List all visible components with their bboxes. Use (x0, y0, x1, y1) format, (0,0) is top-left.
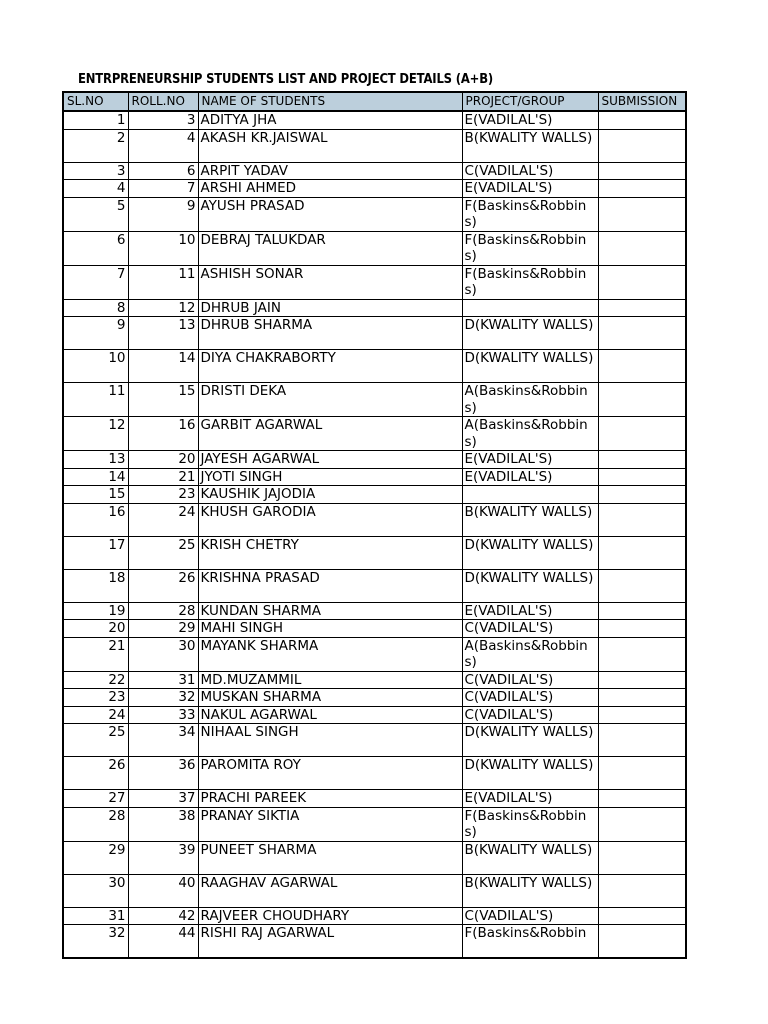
cell-submission[interactable] (598, 706, 686, 724)
table-row (63, 724, 686, 757)
cell-submission[interactable] (598, 620, 686, 638)
cell-submission[interactable] (598, 350, 686, 383)
cell-student-name[interactable]: JAYESH AGARWAL (198, 451, 462, 469)
table-row (63, 299, 686, 317)
cell-roll-no[interactable]: 40 (128, 874, 198, 907)
cell-sl-no[interactable]: 13 (63, 451, 128, 469)
cell-sl-no[interactable]: 28 (63, 807, 128, 841)
cell-roll-no[interactable]: 44 (128, 925, 198, 959)
table-row (63, 317, 686, 350)
cell-project-group[interactable]: F(Baskins&Robbin (462, 925, 598, 959)
cell-sl-no[interactable]: 32 (63, 925, 128, 959)
cell-submission[interactable] (598, 757, 686, 790)
cell-sl-no[interactable]: 14 (63, 468, 128, 486)
cell-sl-no[interactable]: 22 (63, 671, 128, 689)
cell-submission[interactable] (598, 197, 686, 231)
cell-student-name[interactable]: DHRUB SHARMA (198, 317, 462, 350)
cell-sl-no[interactable]: 7 (63, 265, 128, 299)
table-row (63, 925, 686, 959)
table-row (63, 162, 686, 180)
cell-submission[interactable] (598, 907, 686, 925)
cell-sl-no[interactable]: 27 (63, 790, 128, 808)
cell-roll-no[interactable]: 34 (128, 724, 198, 757)
cell-roll-no[interactable]: 11 (128, 265, 198, 299)
cell-project-group[interactable]: F(Baskins&Robbins) (462, 231, 598, 265)
cell-submission[interactable] (598, 602, 686, 620)
table-row (63, 197, 686, 231)
cell-sl-no[interactable]: 19 (63, 602, 128, 620)
cell-project-group[interactable]: E(VADILAL'S) (462, 468, 598, 486)
students-table (62, 91, 687, 959)
cell-sl-no[interactable]: 20 (63, 620, 128, 638)
cell-roll-no[interactable]: 12 (128, 299, 198, 317)
cell-sl-no[interactable]: 5 (63, 197, 128, 231)
cell-submission[interactable] (598, 317, 686, 350)
cell-student-name[interactable]: RISHI RAJ AGARWAL (198, 925, 462, 959)
cell-sl-no[interactable]: 21 (63, 637, 128, 671)
cell-sl-no[interactable]: 24 (63, 706, 128, 724)
table-header (63, 92, 686, 111)
cell-project-group[interactable]: C(VADILAL'S) (462, 162, 598, 180)
table-row (63, 689, 686, 707)
cell-sl-no[interactable]: 11 (63, 383, 128, 417)
cell-roll-no[interactable]: 36 (128, 757, 198, 790)
table-row (63, 417, 686, 451)
cell-project-group[interactable]: A(Baskins&Robbins) (462, 637, 598, 671)
cell-roll-no[interactable]: 3 (128, 111, 198, 129)
cell-student-name[interactable]: AKASH KR.JAISWAL (198, 129, 462, 162)
cell-roll-no[interactable]: 6 (128, 162, 198, 180)
table-row (63, 350, 686, 383)
cell-submission[interactable] (598, 925, 686, 959)
table-row (63, 874, 686, 907)
cell-submission[interactable] (598, 468, 686, 486)
table-row (63, 807, 686, 841)
cell-student-name[interactable]: ASHISH SONAR (198, 265, 462, 299)
cell-sl-no[interactable]: 9 (63, 317, 128, 350)
cell-project-group[interactable]: E(VADILAL'S) (462, 790, 598, 808)
header-name: NAME OF STUDENTS (198, 92, 462, 111)
cell-submission[interactable] (598, 671, 686, 689)
cell-student-name[interactable]: AYUSH PRASAD (198, 197, 462, 231)
cell-project-group[interactable]: D(KWALITY WALLS) (462, 350, 598, 383)
cell-submission[interactable] (598, 180, 686, 198)
cell-roll-no[interactable]: 26 (128, 569, 198, 602)
cell-roll-no[interactable]: 30 (128, 637, 198, 671)
cell-student-name[interactable]: PRACHI PAREEK (198, 790, 462, 808)
table-row (63, 265, 686, 299)
cell-student-name[interactable]: KRISH CHETRY (198, 536, 462, 569)
header-project-group: PROJECT/GROUP (462, 92, 598, 111)
cell-submission[interactable] (598, 569, 686, 602)
table-row (63, 637, 686, 671)
cell-student-name[interactable]: MAHI SINGH (198, 620, 462, 638)
cell-project-group[interactable]: E(VADILAL'S) (462, 111, 598, 129)
cell-student-name[interactable]: DEBRAJ TALUKDAR (198, 231, 462, 265)
cell-sl-no[interactable]: 26 (63, 757, 128, 790)
header-submission: SUBMISSION (598, 92, 686, 111)
cell-submission[interactable] (598, 299, 686, 317)
cell-student-name[interactable]: KAUSHIK JAJODIA (198, 486, 462, 504)
cell-student-name[interactable]: GARBIT AGARWAL (198, 417, 462, 451)
cell-student-name[interactable]: KRISHNA PRASAD (198, 569, 462, 602)
table-row (63, 129, 686, 162)
cell-roll-no[interactable]: 29 (128, 620, 198, 638)
header-roll-no: ROLL.NO (128, 92, 198, 111)
cell-roll-no[interactable]: 4 (128, 129, 198, 162)
table-row (63, 706, 686, 724)
cell-student-name[interactable]: MAYANK SHARMA (198, 637, 462, 671)
cell-sl-no[interactable]: 16 (63, 503, 128, 536)
cell-student-name[interactable]: JYOTI SINGH (198, 468, 462, 486)
cell-project-group[interactable]: E(VADILAL'S) (462, 602, 598, 620)
cell-roll-no[interactable]: 7 (128, 180, 198, 198)
cell-sl-no[interactable]: 15 (63, 486, 128, 504)
cell-submission[interactable] (598, 486, 686, 504)
cell-student-name[interactable]: PRANAY SIKTIA (198, 807, 462, 841)
table-body (63, 111, 686, 958)
cell-student-name[interactable]: RAJVEER CHOUDHARY (198, 907, 462, 925)
cell-roll-no[interactable]: 14 (128, 350, 198, 383)
cell-roll-no[interactable]: 33 (128, 706, 198, 724)
cell-project-group[interactable]: B(KWALITY WALLS) (462, 874, 598, 907)
cell-roll-no[interactable]: 9 (128, 197, 198, 231)
cell-submission[interactable] (598, 383, 686, 417)
table-row (63, 907, 686, 925)
cell-student-name[interactable]: RAAGHAV AGARWAL (198, 874, 462, 907)
table-row (63, 790, 686, 808)
cell-submission[interactable] (598, 841, 686, 874)
cell-submission[interactable] (598, 451, 686, 469)
cell-sl-no[interactable]: 1 (63, 111, 128, 129)
cell-project-group[interactable]: F(Baskins&Robbins) (462, 265, 598, 299)
sheet-title: ENTRPRENEURSHIP STUDENTS LIST AND PROJECT DETAILS (A+B) (78, 71, 494, 87)
cell-student-name[interactable]: DRISTI DEKA (198, 383, 462, 417)
cell-submission[interactable] (598, 231, 686, 265)
cell-sl-no[interactable]: 17 (63, 536, 128, 569)
cell-roll-no[interactable]: 28 (128, 602, 198, 620)
cell-student-name[interactable]: NAKUL AGARWAL (198, 706, 462, 724)
cell-roll-no[interactable]: 21 (128, 468, 198, 486)
table-row (63, 841, 686, 874)
table-row (63, 757, 686, 790)
cell-student-name[interactable]: KUNDAN SHARMA (198, 602, 462, 620)
cell-roll-no[interactable]: 10 (128, 231, 198, 265)
cell-sl-no[interactable]: 30 (63, 874, 128, 907)
cell-submission[interactable] (598, 162, 686, 180)
table-row (63, 620, 686, 638)
cell-sl-no[interactable]: 18 (63, 569, 128, 602)
cell-roll-no[interactable]: 39 (128, 841, 198, 874)
cell-student-name[interactable]: DHRUB JAIN (198, 299, 462, 317)
cell-sl-no[interactable]: 8 (63, 299, 128, 317)
cell-project-group[interactable]: F(Baskins&Robbins) (462, 807, 598, 841)
cell-project-group[interactable]: D(KWALITY WALLS) (462, 569, 598, 602)
cell-project-group[interactable]: E(VADILAL'S) (462, 451, 598, 469)
cell-sl-no[interactable]: 23 (63, 689, 128, 707)
cell-student-name[interactable]: ARSHI AHMED (198, 180, 462, 198)
cell-project-group[interactable]: D(KWALITY WALLS) (462, 724, 598, 757)
cell-roll-no[interactable]: 20 (128, 451, 198, 469)
cell-submission[interactable] (598, 503, 686, 536)
table-row (63, 536, 686, 569)
cell-project-group[interactable]: B(KWALITY WALLS) (462, 841, 598, 874)
cell-project-group[interactable]: C(VADILAL'S) (462, 620, 598, 638)
header-sl-no: SL.NO (63, 92, 128, 111)
table-row (63, 111, 686, 129)
cell-submission[interactable] (598, 807, 686, 841)
cell-submission[interactable] (598, 689, 686, 707)
cell-student-name[interactable]: MUSKAN SHARMA (198, 689, 462, 707)
cell-roll-no[interactable]: 38 (128, 807, 198, 841)
cell-submission[interactable] (598, 111, 686, 129)
cell-roll-no[interactable]: 32 (128, 689, 198, 707)
cell-project-group[interactable]: C(VADILAL'S) (462, 706, 598, 724)
cell-project-group[interactable]: A(Baskins&Robbins) (462, 383, 598, 417)
cell-project-group[interactable]: E(VADILAL'S) (462, 180, 598, 198)
cell-project-group[interactable]: C(VADILAL'S) (462, 671, 598, 689)
table-row (63, 231, 686, 265)
cell-student-name[interactable]: NIHAAL SINGH (198, 724, 462, 757)
cell-roll-no[interactable]: 23 (128, 486, 198, 504)
cell-project-group[interactable]: C(VADILAL'S) (462, 907, 598, 925)
cell-project-group[interactable]: D(KWALITY WALLS) (462, 757, 598, 790)
cell-sl-no[interactable]: 2 (63, 129, 128, 162)
cell-student-name[interactable]: MD.MUZAMMIL (198, 671, 462, 689)
cell-sl-no[interactable]: 29 (63, 841, 128, 874)
cell-project-group[interactable]: C(VADILAL'S) (462, 689, 598, 707)
cell-sl-no[interactable]: 3 (63, 162, 128, 180)
cell-sl-no[interactable]: 10 (63, 350, 128, 383)
cell-submission[interactable] (598, 129, 686, 162)
cell-project-group[interactable]: D(KWALITY WALLS) (462, 317, 598, 350)
cell-sl-no[interactable]: 12 (63, 417, 128, 451)
table-row (63, 468, 686, 486)
cell-sl-no[interactable]: 25 (63, 724, 128, 757)
table-row (63, 602, 686, 620)
cell-submission[interactable] (598, 874, 686, 907)
table-row (63, 569, 686, 602)
cell-student-name[interactable]: DIYA CHAKRABORTY (198, 350, 462, 383)
cell-student-name[interactable]: ARPIT YADAV (198, 162, 462, 180)
cell-student-name[interactable]: PAROMITA ROY (198, 757, 462, 790)
table-row (63, 503, 686, 536)
cell-roll-no[interactable]: 37 (128, 790, 198, 808)
cell-roll-no[interactable]: 13 (128, 317, 198, 350)
cell-sl-no[interactable]: 6 (63, 231, 128, 265)
cell-submission[interactable] (598, 265, 686, 299)
table-row (63, 383, 686, 417)
cell-sl-no[interactable]: 4 (63, 180, 128, 198)
cell-project-group[interactable]: F(Baskins&Robbins) (462, 197, 598, 231)
cell-student-name[interactable]: ADITYA JHA (198, 111, 462, 129)
cell-submission[interactable] (598, 536, 686, 569)
table-row (63, 486, 686, 504)
cell-roll-no[interactable]: 42 (128, 907, 198, 925)
cell-submission[interactable] (598, 417, 686, 451)
cell-roll-no[interactable]: 25 (128, 536, 198, 569)
cell-submission[interactable] (598, 724, 686, 757)
cell-student-name[interactable]: KHUSH GARODIA (198, 503, 462, 536)
cell-roll-no[interactable]: 31 (128, 671, 198, 689)
cell-project-group[interactable]: B(KWALITY WALLS) (462, 129, 598, 162)
cell-project-group[interactable] (462, 486, 598, 504)
cell-sl-no[interactable]: 31 (63, 907, 128, 925)
cell-submission[interactable] (598, 637, 686, 671)
cell-project-group[interactable]: B(KWALITY WALLS) (462, 503, 598, 536)
cell-roll-no[interactable]: 16 (128, 417, 198, 451)
table-row (63, 671, 686, 689)
cell-project-group[interactable] (462, 299, 598, 317)
cell-submission[interactable] (598, 790, 686, 808)
table-row (63, 180, 686, 198)
cell-roll-no[interactable]: 24 (128, 503, 198, 536)
cell-project-group[interactable]: D(KWALITY WALLS) (462, 536, 598, 569)
cell-project-group[interactable]: A(Baskins&Robbins) (462, 417, 598, 451)
cell-roll-no[interactable]: 15 (128, 383, 198, 417)
table-row (63, 451, 686, 469)
cell-student-name[interactable]: PUNEET SHARMA (198, 841, 462, 874)
